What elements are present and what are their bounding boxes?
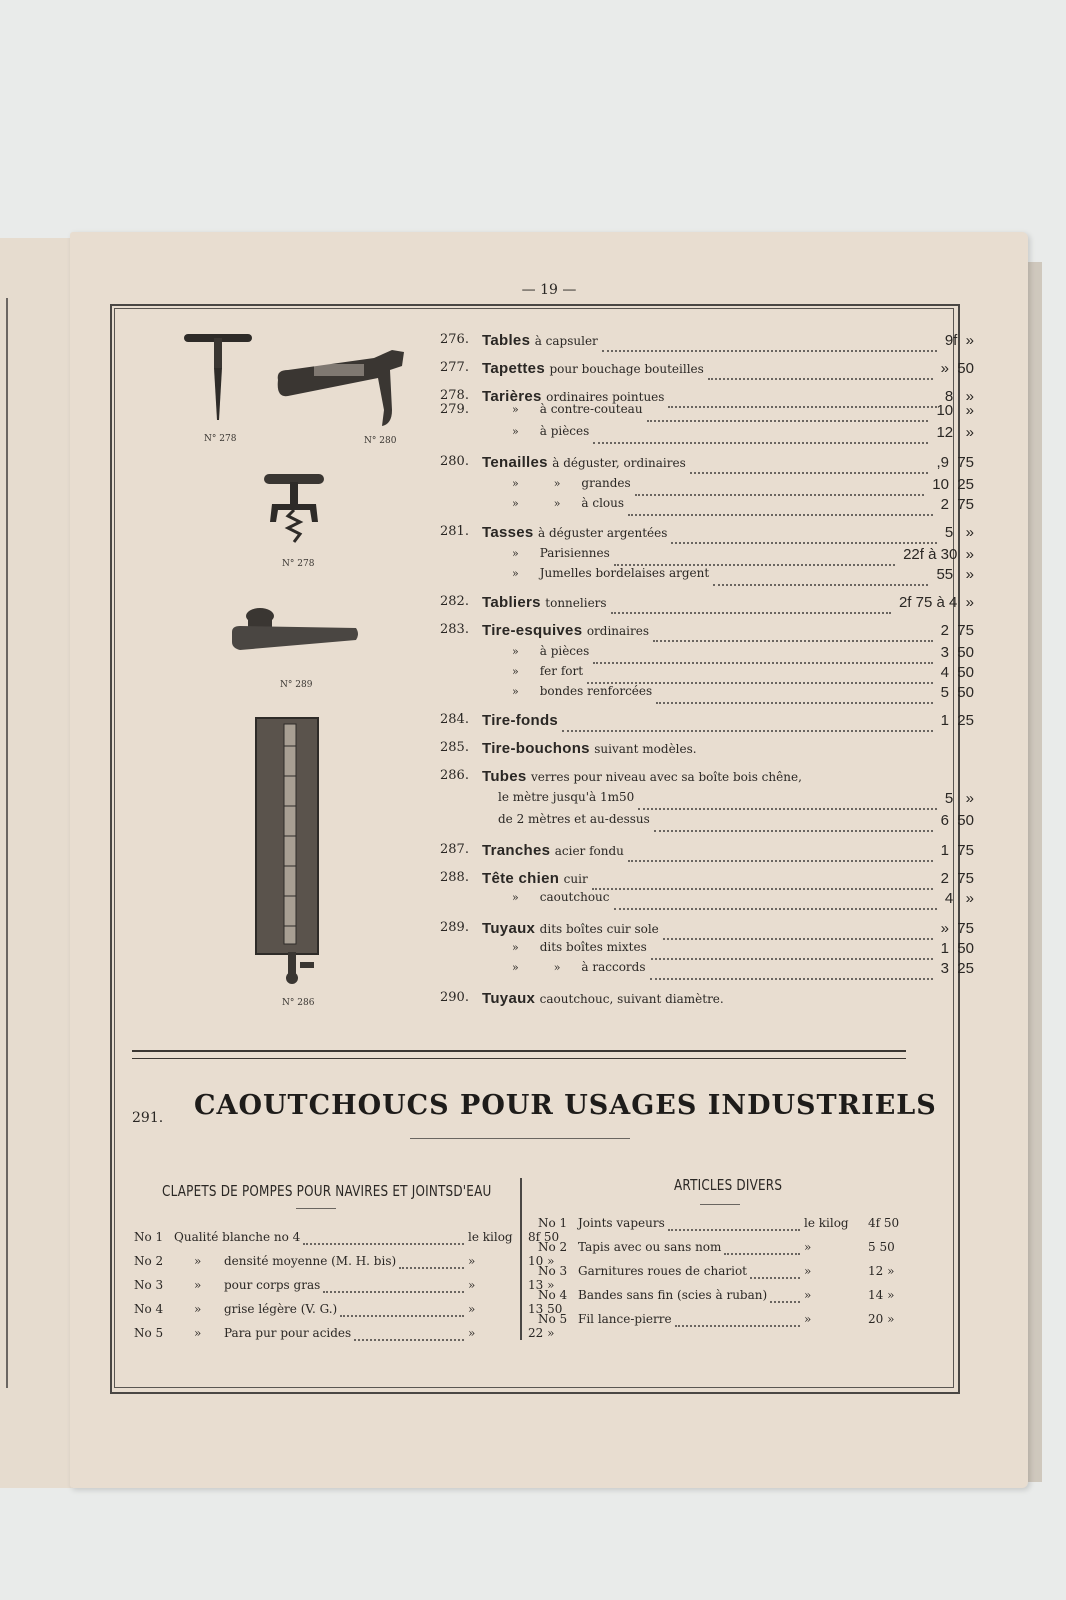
dot-leader — [668, 1216, 800, 1231]
dot-leader — [611, 594, 891, 614]
illustration-caption: N° 280 — [364, 436, 397, 446]
entry-name: Tête chien — [482, 870, 564, 887]
entry-label — [512, 402, 643, 417]
price-entry — [440, 360, 990, 382]
entry-description: grandes — [581, 476, 631, 490]
entry-name: Tire-bouchons — [482, 740, 595, 757]
ditto-mark: » » — [512, 497, 582, 510]
entry-description: verres pour niveau avec sa boîte bois chêne, — [531, 770, 802, 784]
section-number: 291. — [132, 1110, 164, 1126]
dot-leader — [340, 1302, 464, 1317]
entry-price: 9f » — [944, 332, 974, 349]
entry-number: 278. — [440, 388, 469, 403]
ditto-mark: » — [512, 941, 540, 954]
entry-label — [512, 940, 647, 955]
row-number: No 2 — [538, 1240, 568, 1254]
entry-description: à capsuler — [534, 334, 598, 348]
price-entry — [440, 990, 990, 1012]
entry-price: 4 » — [944, 890, 974, 907]
page-number: — 19 — — [521, 282, 577, 298]
ditto-mark: » — [194, 1302, 202, 1316]
heading-underline — [700, 1204, 740, 1205]
row-price: 14 » — [868, 1288, 895, 1302]
price-entry — [440, 712, 990, 734]
entry-price: 5 50 — [940, 684, 974, 701]
dot-leader — [593, 644, 932, 664]
entry-name: Tire-fonds — [482, 712, 559, 729]
tire-esquive-icon — [230, 602, 362, 656]
dot-leader — [654, 812, 933, 832]
row-description: Joints vapeurs — [578, 1216, 665, 1230]
table-row — [134, 1302, 563, 1320]
entry-label — [498, 790, 634, 805]
entry-description: à raccords — [581, 960, 646, 974]
entry-price: » 75 — [940, 920, 974, 937]
entry-number: 284. — [440, 712, 469, 727]
row-price: 22 » — [528, 1326, 555, 1340]
price-entry — [440, 454, 990, 476]
entry-price: 1 50 — [940, 940, 974, 957]
entry-label — [512, 424, 589, 439]
entry-price: 5 » — [944, 790, 974, 807]
entry-description: caoutchouc — [539, 890, 610, 904]
dot-leader — [614, 890, 937, 910]
dot-leader — [614, 546, 895, 566]
dot-leader — [656, 684, 932, 704]
dot-leader — [635, 476, 925, 496]
ditto-mark: » — [512, 547, 540, 560]
entry-price: 2 75 — [940, 622, 974, 639]
dot-leader — [628, 496, 933, 516]
entry-description: acier fondu — [554, 844, 624, 858]
entry-label — [482, 842, 624, 859]
row-unit: le kilog — [468, 1230, 513, 1244]
row-number: No 4 — [538, 1288, 568, 1302]
illustration-caption: N° 289 — [280, 680, 313, 690]
row-price: 5 50 — [868, 1240, 895, 1254]
entry-label — [482, 768, 802, 785]
previous-page-edge — [0, 238, 74, 1488]
entry-price: 1 75 — [940, 842, 974, 859]
entry-number: 277. — [440, 360, 469, 375]
dot-leader — [724, 1240, 800, 1255]
tarière-icon — [182, 328, 256, 424]
entry-label — [482, 622, 649, 639]
row-number: No 5 — [134, 1326, 164, 1340]
price-entry — [440, 622, 990, 644]
entry-number: 287. — [440, 842, 469, 857]
table-row — [134, 1254, 555, 1272]
entry-price: 10 » — [936, 402, 974, 419]
tire-bouchon-icon — [258, 470, 330, 556]
entry-label — [482, 870, 588, 887]
entry-number: 285. — [440, 740, 469, 755]
entry-name: Tenailles — [482, 454, 553, 471]
price-entry — [440, 476, 990, 498]
price-entry — [440, 812, 990, 834]
row-number: No 5 — [538, 1312, 568, 1326]
entry-description: ordinaires — [586, 624, 650, 638]
tube-niveau-icon — [254, 716, 334, 1000]
price-entry — [440, 920, 990, 942]
price-entry — [440, 644, 990, 666]
row-unit: » — [468, 1254, 476, 1268]
price-entry — [440, 890, 990, 912]
price-entry — [440, 566, 990, 588]
entry-name: Tasses — [482, 524, 539, 541]
double-rule-divider — [132, 1050, 906, 1059]
illustration-caption: N° 278 — [282, 559, 315, 569]
entry-description: cuir — [563, 872, 588, 886]
price-entry — [440, 768, 990, 790]
dot-leader — [650, 960, 933, 980]
entry-price: 55 » — [936, 566, 974, 583]
dot-leader — [354, 1326, 464, 1341]
entry-label — [512, 566, 709, 581]
row-price: 12 » — [868, 1264, 895, 1278]
entry-price: 12 » — [936, 424, 974, 441]
ditto-mark: » — [194, 1326, 202, 1340]
entry-number: 276. — [440, 332, 469, 347]
ditto-mark: » » — [512, 961, 582, 974]
entry-price: 3 25 — [940, 960, 974, 977]
price-entry — [440, 524, 990, 546]
row-unit: » — [468, 1302, 476, 1316]
row-description: Qualité blanche no 4 — [174, 1230, 301, 1244]
entry-label — [512, 644, 589, 659]
row-description: grise légère (V. G.) — [224, 1302, 338, 1316]
dot-leader — [399, 1254, 464, 1269]
entry-number: 286. — [440, 768, 469, 783]
entry-label — [512, 890, 610, 905]
ditto-mark: » — [512, 645, 540, 658]
row-number: No 4 — [134, 1302, 164, 1316]
price-entry — [440, 424, 990, 446]
entry-label — [482, 332, 598, 349]
entry-label — [498, 812, 650, 827]
price-entry — [440, 870, 990, 892]
row-description: pour corps gras — [224, 1278, 321, 1292]
price-entry — [440, 496, 990, 518]
entry-price: 22f à 30 » — [903, 546, 974, 563]
ditto-mark: » — [194, 1278, 202, 1292]
ditto-mark: » — [512, 403, 540, 416]
row-unit: » — [804, 1240, 812, 1254]
entry-price: 4 50 — [940, 664, 974, 681]
dot-leader — [628, 842, 933, 862]
entry-price: ,9 75 — [936, 454, 974, 471]
entry-number: 281. — [440, 524, 469, 539]
entry-name: Tubes — [482, 768, 532, 785]
entry-name: Tire-esquives — [482, 622, 587, 639]
price-entry — [440, 402, 990, 424]
dot-leader — [713, 566, 928, 586]
dot-leader — [671, 524, 936, 544]
illustration-caption: N° 286 — [282, 998, 315, 1008]
entry-description: dits boîtes mixtes — [539, 940, 647, 954]
ornament-rule — [410, 1138, 630, 1139]
dot-leader — [587, 664, 933, 684]
entry-name: Tapettes — [482, 360, 550, 377]
dot-leader — [593, 424, 928, 444]
entry-label — [512, 476, 631, 491]
price-entry — [440, 332, 990, 354]
row-price: 13 » — [528, 1278, 555, 1292]
dot-leader — [592, 870, 933, 890]
ditto-mark: » — [512, 425, 540, 438]
entry-label — [482, 360, 704, 377]
row-description: Tapis avec ou sans nom — [578, 1240, 722, 1254]
entry-description: bondes renforcées — [539, 684, 653, 698]
heading-underline — [296, 1208, 336, 1209]
entry-description: pour bouchage bouteilles — [549, 362, 704, 376]
entry-description: à déguster argentées — [538, 526, 668, 540]
entry-number: 289. — [440, 920, 469, 935]
row-number: No 1 — [134, 1230, 164, 1244]
entry-label — [512, 684, 652, 699]
dot-leader — [663, 920, 933, 940]
entry-description: tonneliers — [545, 596, 607, 610]
price-entry — [440, 960, 990, 982]
row-unit: » — [804, 1312, 812, 1326]
table-row — [134, 1278, 555, 1296]
row-description: Bandes sans fin (scies à ruban) — [578, 1288, 768, 1302]
row-number: No 1 — [538, 1216, 568, 1230]
entry-description: Jumelles bordelaises argent — [539, 566, 710, 580]
ditto-mark: » » — [512, 477, 582, 490]
price-entry — [440, 664, 990, 686]
entry-label — [512, 496, 624, 511]
dot-leader — [303, 1230, 464, 1245]
price-entry — [440, 740, 990, 762]
left-column-heading: CLAPETS DE POMPES POUR NAVIRES ET JOINTSD'EAU — [162, 1182, 492, 1200]
row-description: densité moyenne (M. H. bis) — [224, 1254, 397, 1268]
entry-label — [482, 920, 659, 937]
table-row — [538, 1288, 908, 1306]
entry-name: Tuyaux — [482, 920, 540, 937]
row-number: No 3 — [538, 1264, 568, 1278]
row-unit: le kilog — [804, 1216, 849, 1230]
table-row — [134, 1326, 555, 1344]
entry-number: 290. — [440, 990, 469, 1005]
entry-description: à pièces — [539, 424, 590, 438]
dot-leader — [638, 790, 937, 810]
dot-leader — [602, 332, 937, 352]
entry-price: 8 » — [944, 388, 974, 405]
row-price: 20 » — [868, 1312, 895, 1326]
entry-price: 1 25 — [940, 712, 974, 729]
dot-leader — [647, 402, 929, 422]
dot-leader — [708, 360, 933, 380]
table-row — [134, 1230, 560, 1248]
entry-label — [482, 454, 686, 471]
table-row — [538, 1240, 908, 1258]
ditto-mark: » — [512, 891, 540, 904]
entry-price: » 50 — [940, 360, 974, 377]
entry-price: 10 25 — [932, 476, 974, 493]
row-description: Garnitures roues de chariot — [578, 1264, 747, 1278]
entry-price: 2 75 — [940, 870, 974, 887]
ditto-mark: » — [512, 685, 540, 698]
table-row — [538, 1264, 908, 1282]
price-entry — [440, 790, 990, 812]
entry-price: 6 50 — [940, 812, 974, 829]
entry-description: à pièces — [539, 644, 590, 658]
dot-leader — [675, 1312, 800, 1327]
row-description: Para pur pour acides — [224, 1326, 352, 1340]
price-entry — [440, 842, 990, 864]
entry-label — [512, 546, 610, 561]
tapette-icon — [274, 340, 414, 436]
table-row — [538, 1216, 908, 1234]
price-entry — [440, 546, 990, 568]
column-divider — [520, 1178, 522, 1340]
entry-name: Tarières — [482, 388, 547, 405]
entry-price: 2 75 — [940, 496, 974, 513]
entry-number: 279. — [440, 402, 469, 417]
entry-number: 288. — [440, 870, 469, 885]
dot-leader — [323, 1278, 464, 1293]
entry-number: 283. — [440, 622, 469, 637]
ditto-mark: » — [512, 665, 540, 678]
dot-leader — [750, 1264, 800, 1279]
row-price: 10 » — [528, 1254, 555, 1268]
entry-description: de 2 mètres et au-dessus — [498, 812, 650, 826]
entry-name: Tables — [482, 332, 535, 349]
section-title: CAOUTCHOUCS POUR USAGES INDUSTRIELS — [194, 1090, 937, 1121]
entry-description: fer fort — [539, 664, 584, 678]
right-column-heading: ARTICLES DIVERS — [674, 1176, 783, 1194]
row-unit: » — [804, 1264, 812, 1278]
entry-name: Tranches — [482, 842, 555, 859]
row-price: 8f 50 — [528, 1230, 560, 1244]
dot-leader — [770, 1288, 800, 1303]
row-unit: » — [804, 1288, 812, 1302]
ditto-mark: » — [194, 1254, 202, 1268]
page-stack-edge — [1028, 262, 1042, 1482]
entry-label — [482, 990, 724, 1007]
entry-name: Tuyaux — [482, 990, 540, 1007]
row-number: No 2 — [134, 1254, 164, 1268]
illustration-caption: N° 278 — [204, 434, 237, 444]
entry-description: Parisiennes — [539, 546, 610, 560]
entry-price: 2f 75 à 4 » — [898, 594, 974, 611]
entry-description: dits boîtes cuir sole — [539, 922, 659, 936]
price-entry — [440, 940, 990, 962]
entry-number: 282. — [440, 594, 469, 609]
entry-description: à déguster, ordinaires — [552, 456, 686, 470]
entry-label — [482, 712, 558, 729]
ditto-mark: » — [512, 567, 540, 580]
entry-price: 3 50 — [940, 644, 974, 661]
row-number: No 3 — [134, 1278, 164, 1292]
entry-description: suivant modèles. — [594, 742, 697, 756]
entry-number: 280. — [440, 454, 469, 469]
entry-description: ordinaires pointues — [546, 390, 665, 404]
entry-label — [482, 740, 697, 757]
entry-description: caoutchouc, suivant diamètre. — [539, 992, 724, 1006]
row-description: Fil lance-pierre — [578, 1312, 672, 1326]
entry-description: le mètre jusqu'à 1m50 — [498, 790, 635, 804]
entry-price: 5 » — [944, 524, 974, 541]
entry-description: à contre-couteau — [539, 402, 643, 416]
row-price: 4f 50 — [868, 1216, 900, 1230]
dot-leader — [651, 940, 933, 960]
row-unit: » — [468, 1278, 476, 1292]
row-price: 13 50 — [528, 1302, 563, 1316]
price-entry — [440, 594, 990, 616]
entry-label — [482, 524, 667, 541]
catalog-page — [70, 232, 1028, 1488]
entry-name: Tabliers — [482, 594, 546, 611]
dot-leader — [653, 622, 933, 642]
entry-description: à clous — [581, 496, 625, 510]
entry-label — [482, 594, 607, 611]
entry-label — [512, 960, 646, 975]
table-row — [538, 1312, 908, 1330]
dot-leader — [690, 454, 929, 474]
price-entry — [440, 684, 990, 706]
dot-leader — [562, 712, 933, 732]
entry-label — [512, 664, 583, 679]
row-unit: » — [468, 1326, 476, 1340]
